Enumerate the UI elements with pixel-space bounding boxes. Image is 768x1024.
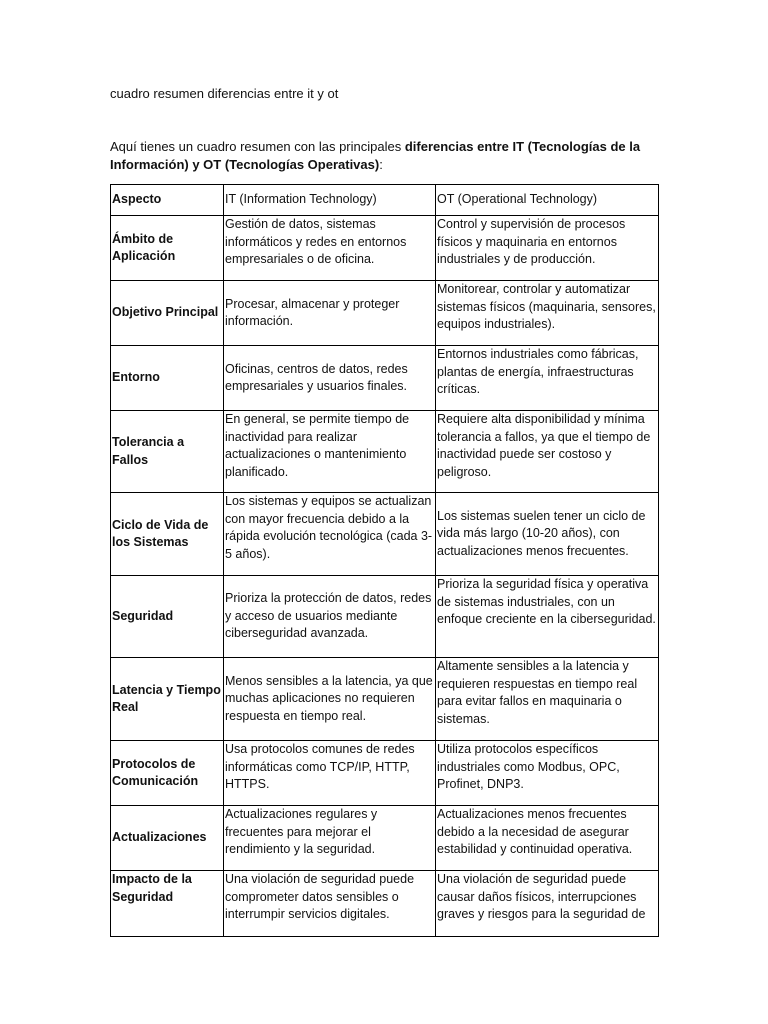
row-aspect: Ámbito de Aplicación [111, 216, 224, 281]
row-aspect: Latencia y Tiempo Real [111, 658, 224, 741]
row-it: Menos sensibles a la latencia, ya que muchas aplicaciones no requieren respuesta en tiempo real. [224, 658, 436, 741]
row-aspect: Ciclo de Vida de los Sistemas [111, 493, 224, 576]
table-row [111, 576, 659, 658]
row-ot: Actualizaciones menos frecuentes debido a la necesidad de asegurar estabilidad y continuidad operativa. [436, 806, 659, 871]
row-aspect: Actualizaciones [111, 806, 224, 871]
table-row [111, 216, 659, 281]
row-ot: Los sistemas suelen tener un ciclo de vida más largo (10-20 años), con actualizaciones menos frecuentes. [436, 493, 659, 576]
row-it: Procesar, almacenar y proteger información. [224, 281, 436, 346]
table-row [111, 741, 659, 806]
table-row [111, 658, 659, 741]
intro-suffix: : [379, 157, 383, 172]
row-it: En general, se permite tiempo de inactividad para realizar actualizaciones o mantenimiento planificado. [224, 411, 436, 493]
row-ot: Utiliza protocolos específicos industriales como Modbus, OPC, Profinet, DNP3. [436, 741, 659, 806]
row-ot: Altamente sensibles a la latencia y requieren respuestas en tiempo real para evitar fallos en maquinaria o sistemas. [436, 658, 659, 741]
intro-bold: diferencias entre IT (Tecnologías de la Información) y OT (Tecnologías Operativas) [110, 139, 641, 172]
row-ot: Una violación de seguridad puede causar daños físicos, interrupciones graves y riesgos para la seguridad de [436, 871, 659, 937]
row-aspect: Tolerancia a Fallos [111, 411, 224, 493]
header-aspect: Aspecto [111, 185, 224, 216]
row-aspect: Entorno [111, 346, 224, 411]
row-it: Una violación de seguridad puede comprometer datos sensibles o interrumpir servicios digitales. [224, 871, 436, 937]
comparison-table [110, 184, 659, 937]
intro-paragraph [110, 138, 650, 174]
row-it: Actualizaciones regulares y frecuentes para mejorar el rendimiento y la seguridad. [224, 806, 436, 871]
row-it: Usa protocolos comunes de redes informáticas como TCP/IP, HTTP, HTTPS. [224, 741, 436, 806]
row-ot: Monitorear, controlar y automatizar sistemas físicos (maquinaria, sensores, equipos industriales). [436, 281, 659, 346]
row-aspect: Objetivo Principal [111, 281, 224, 346]
row-ot: Control y supervisión de procesos físicos y maquinaria en entornos industriales y de producción. [436, 216, 659, 281]
row-ot: Entornos industriales como fábricas, plantas de energía, infraestructuras críticas. [436, 346, 659, 411]
intro-prefix: Aquí tienes un cuadro resumen con las principales [110, 139, 405, 154]
row-it: Oficinas, centros de datos, redes empresariales y usuarios finales. [224, 346, 436, 411]
table-row [111, 411, 659, 493]
row-it: Prioriza la protección de datos, redes y acceso de usuarios mediante ciberseguridad avanzada. [224, 576, 436, 658]
row-aspect: Impacto de la Seguridad [111, 871, 224, 937]
table-row [111, 493, 659, 576]
header-ot: OT (Operational Technology) [436, 185, 659, 216]
row-ot: Requiere alta disponibilidad y mínima tolerancia a fallos, ya que el tiempo de inactividad puede ser costoso y peligroso. [436, 411, 659, 493]
row-ot: Prioriza la seguridad física y operativa de sistemas industriales, con un enfoque creciente en la ciberseguridad. [436, 576, 659, 658]
row-aspect: Seguridad [111, 576, 224, 658]
document-title: cuadro resumen diferencias entre it y ot [110, 86, 339, 101]
row-it: Gestión de datos, sistemas informáticos y redes en entornos empresariales o de oficina. [224, 216, 436, 281]
table-row [111, 871, 659, 937]
table-row [111, 806, 659, 871]
table-row [111, 281, 659, 346]
row-aspect: Protocolos de Comunicación [111, 741, 224, 806]
header-it: IT (Information Technology) [224, 185, 436, 216]
table-row [111, 346, 659, 411]
row-it: Los sistemas y equipos se actualizan con mayor frecuencia debido a la rápida evolución tecnológica (cada 3-5 años). [224, 493, 436, 576]
table-header-row [111, 185, 659, 216]
